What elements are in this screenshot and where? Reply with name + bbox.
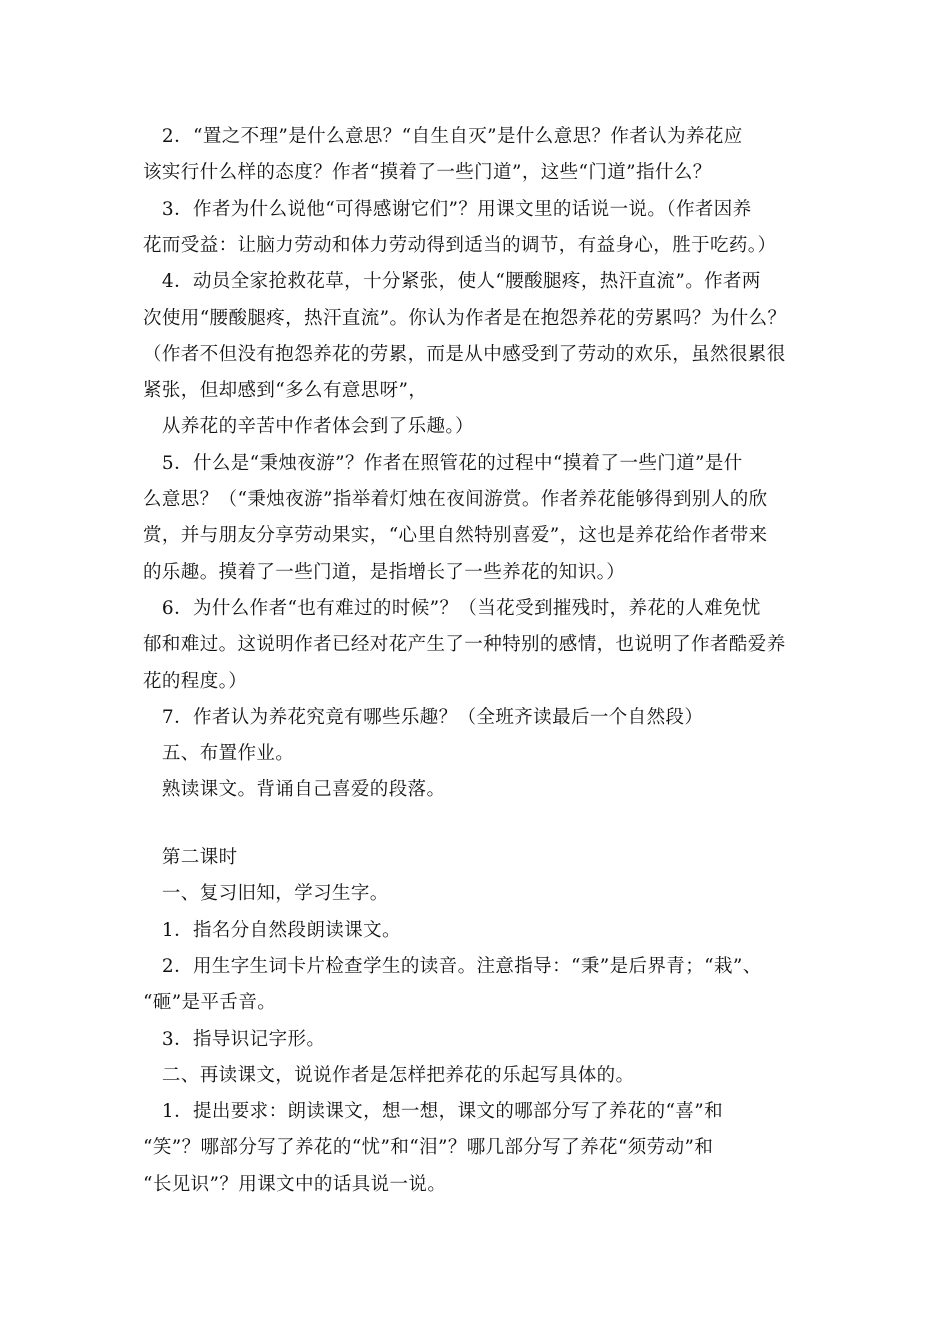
text-line: 6．为什么作者“也有难过的时候”？（当花受到摧残时，养花的人难免忧 bbox=[143, 598, 761, 619]
text-line: “笑”？哪部分写了养花的“忧”和“泪”？哪几部分写了养花“须劳动”和 bbox=[143, 1137, 714, 1158]
section-heading: 一、复习旧知，学习生字。 bbox=[143, 883, 389, 904]
text-line: 2．用生字生词卡片检查学生的读音。注意指导：“秉”是后界青；“栽”、 bbox=[143, 956, 762, 977]
text-line: 郁和难过。这说明作者已经对花产生了一种特别的感情，也说明了作者酷爱养 bbox=[143, 634, 786, 655]
text-line: 1．提出要求：朗读课文，想一想，课文的哪部分写了养花的“喜”和 bbox=[143, 1101, 723, 1122]
lesson-heading: 第二课时 bbox=[143, 847, 238, 868]
text-line: 花的程度。） bbox=[143, 671, 248, 692]
text-line: 紧张，但却感到“多么有意思呀”， bbox=[143, 380, 428, 401]
text-line: 1．指名分自然段朗读课文。 bbox=[143, 920, 401, 941]
text-line: “砸”是平舌音。 bbox=[143, 992, 277, 1013]
text-line: 么意思？（“秉烛夜游”指举着灯烛在夜间游赏。作者养花能够得到别人的欣 bbox=[143, 489, 768, 510]
text-line: 7．作者认为养花究竟有哪些乐趣？（全班齐读最后一个自然段） bbox=[143, 707, 704, 728]
text-line: 4．动员全家抢救花草，十分紧张，使人“腰酸腿疼，热汗直流”。作者两 bbox=[143, 271, 761, 292]
text-line: 熟读课文。背诵自己喜爱的段落。 bbox=[143, 779, 446, 800]
text-line: “长见识”？用课文中的话具说一说。 bbox=[143, 1174, 447, 1195]
text-line: 赏，并与朋友分享劳动果实，“心里自然特别喜爱”，这也是养花给作者带来 bbox=[143, 525, 768, 546]
text-line: 3．指导识记字形。 bbox=[143, 1029, 326, 1050]
text-line: 的乐趣。摸着了一些门道，是指增长了一些养花的知识。） bbox=[143, 562, 626, 583]
section-heading: 五、布置作业。 bbox=[143, 743, 295, 764]
text-line: 该实行什么样的态度？作者“摸着了一些门道”，这些“门道”指什么？ bbox=[143, 162, 712, 183]
text-line: 花而受益：让脑力劳动和体力劳动得到适当的调节，有益身心，胜于吃药。） bbox=[143, 235, 777, 256]
text-line: 2．“置之不理”是什么意思？“自生自灭”是什么意思？作者认为养花应 bbox=[143, 126, 743, 147]
section-heading: 二、再读课文，说说作者是怎样把养花的乐起写具体的。 bbox=[143, 1065, 635, 1086]
text-line: 从养花的辛苦中作者体会到了乐趣。） bbox=[143, 416, 474, 437]
text-line: 次使用“腰酸腿疼，热汗直流”。你认为作者是在抱怨养花的劳累吗？为什么？ bbox=[143, 308, 787, 329]
text-line: 5．什么是“秉烛夜游”？作者在照管花的过程中“摸着了一些门道”是什 bbox=[143, 453, 743, 474]
text-line: 3．作者为什么说他“可得感谢它们”？用课文里的话说一说。（作者因养 bbox=[143, 199, 752, 220]
text-line: （作者不但没有抱怨养花的劳累，而是从中感受到了劳动的欢乐，虽然很累很 bbox=[143, 344, 786, 365]
